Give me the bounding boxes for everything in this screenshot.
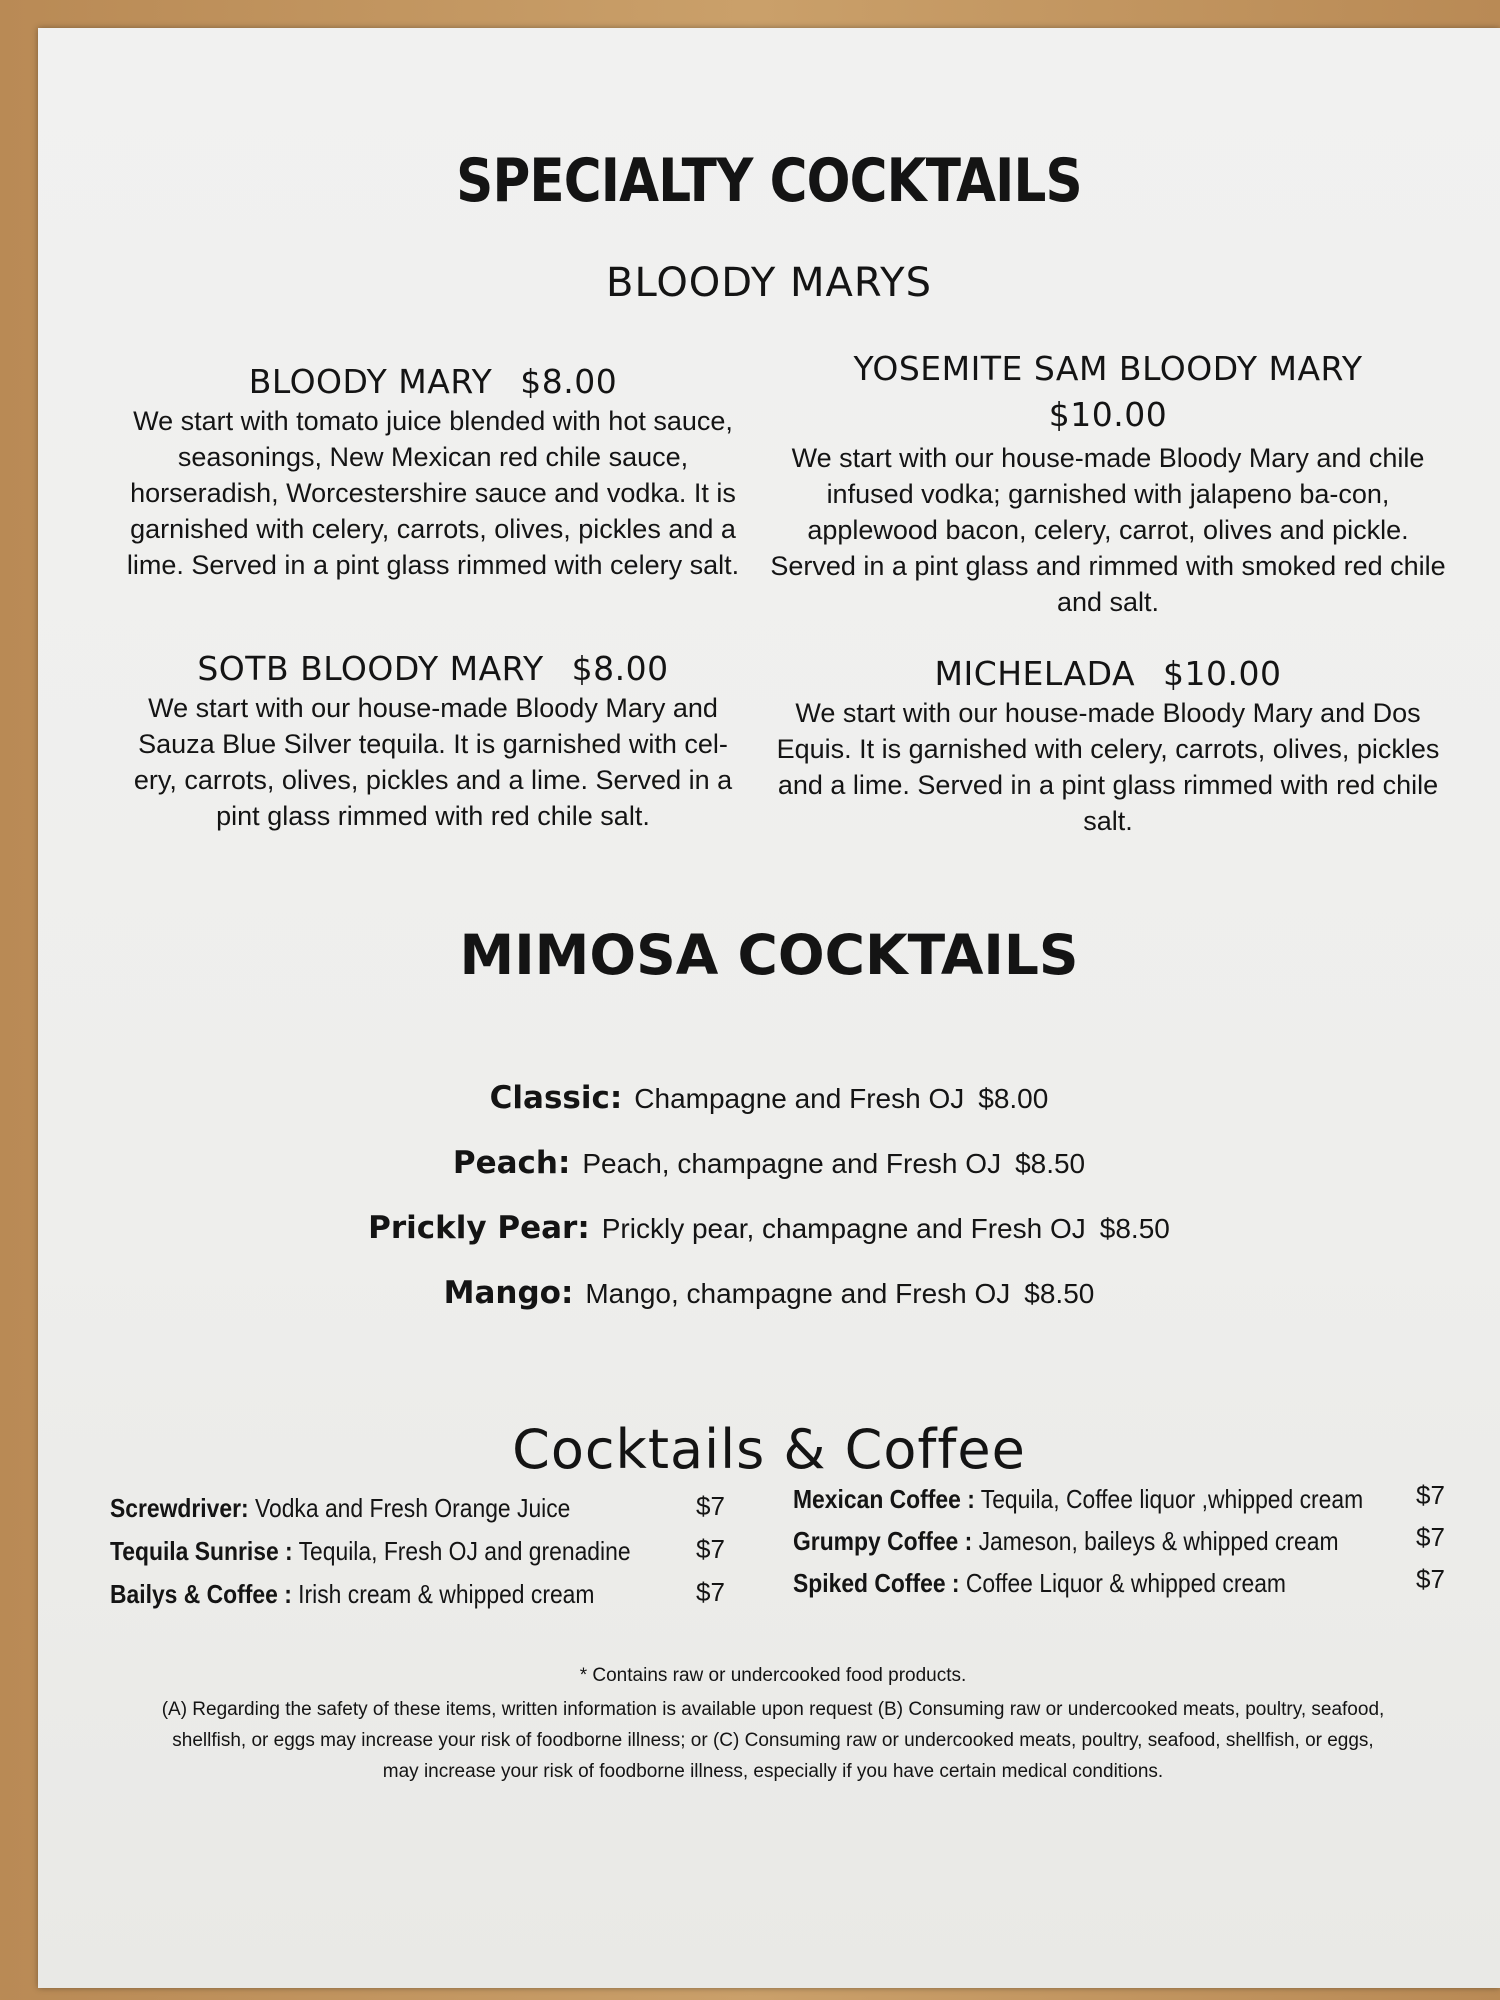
item-price: $10.00 xyxy=(1048,395,1168,434)
mimosa-price: $8.00 xyxy=(978,1083,1049,1114)
item-description: We start with our house-made Bloody Mary and Dos Equis. It is garnished with celery, carrots, olives, pickles and a lime. Served in a pint glass rimmed with red chile salt. xyxy=(776,698,1440,836)
menu-page xyxy=(38,28,1500,1988)
item-price: $8.00 xyxy=(520,362,618,401)
mimosa-price: $8.50 xyxy=(1015,1148,1086,1179)
mimosa-name: Peach: xyxy=(452,1145,571,1181)
mimosa-description: Prickly pear, champagne and Fresh OJ xyxy=(601,1213,1086,1244)
coffee-price: $7 xyxy=(1416,1564,1445,1594)
mimosa-item xyxy=(38,1080,1500,1116)
coffee-description: Coffee Liquor & whipped cream xyxy=(959,1568,1286,1598)
coffee-description: Jameson, baileys & whipped cream xyxy=(972,1526,1339,1556)
cocktail-price: $7 xyxy=(696,1534,725,1564)
item-name: YOSEMITE SAM BLOODY MARY xyxy=(853,349,1363,388)
cocktail-item xyxy=(110,1536,631,1567)
coffee-item xyxy=(793,1484,1363,1515)
cocktail-name: Tequila Sunrise : xyxy=(110,1536,293,1566)
menu-item-bloody-mary xyxy=(118,361,748,583)
coffee-name: Mexican Coffee : xyxy=(793,1484,975,1514)
menu-item-michelada xyxy=(768,653,1448,839)
coffee-name: Spiked Coffee : xyxy=(793,1568,960,1598)
item-name: MICHELADA xyxy=(934,654,1136,693)
raw-food-notice: * Contains raw or undercooked food products. xyxy=(579,1665,967,1686)
mimosa-name: Classic: xyxy=(489,1080,623,1116)
coffee-item xyxy=(793,1568,1286,1599)
cocktail-description: Vodka and Fresh Orange Juice xyxy=(248,1493,571,1523)
item-name: SOTB BLOODY MARY xyxy=(197,649,544,688)
cocktail-price: $7 xyxy=(696,1577,725,1607)
cocktail-name: Bailys & Coffee : xyxy=(110,1579,292,1609)
cocktail-item xyxy=(110,1579,594,1610)
item-description: We start with our house-made Bloody Mary and Sauza Blue Silver tequila. It is garnished with cel-ery, carrots, olives, pickles and a lime. Served in a pint glass rimmed with red chile salt. xyxy=(133,693,733,831)
mimosa-item xyxy=(38,1275,1500,1311)
coffee-name: Grumpy Coffee : xyxy=(793,1526,973,1556)
cocktail-description: Irish cream & whipped cream xyxy=(291,1579,595,1609)
mimosa-price: $8.50 xyxy=(1099,1213,1170,1244)
item-name: BLOODY MARY xyxy=(248,362,493,401)
mimosa-name: Mango: xyxy=(443,1275,574,1311)
coffee-description: Tequila, Coffee liquor ,whipped cream xyxy=(974,1484,1364,1514)
item-description: We start with tomato juice blended with hot sauce, seasonings, New Mexican red chile sauce, horseradish, Worcestershire sauce and vodka. It is garnished with celery, carrots, olives, pickles and a lime. Served in a pint glass rimmed with celery salt. xyxy=(126,406,740,580)
coffee-item xyxy=(793,1526,1339,1557)
menu-title: SPECIALTY COCKTAILS xyxy=(456,146,1082,216)
cocktails-coffee-heading: Cocktails & Coffee xyxy=(512,1418,1026,1481)
coffee-price: $7 xyxy=(1416,1522,1445,1552)
mimosa-item xyxy=(38,1145,1500,1181)
food-safety-disclaimer-line-1: (A) Regarding the safety of these items, written information is available upon request (B) Consuming raw or undercooked meats, poultry, seafood, xyxy=(161,1699,1385,1720)
food-safety-disclaimer-line-3: may increase your risk of foodborne illness, especially if you have certain medical conditions. xyxy=(382,1761,1164,1782)
cocktail-name: Screwdriver: xyxy=(110,1493,249,1523)
item-header xyxy=(768,653,1448,695)
item-price: $10.00 xyxy=(1163,654,1282,693)
cocktail-item xyxy=(110,1493,570,1524)
mimosa-item xyxy=(38,1210,1500,1246)
item-header xyxy=(118,648,748,690)
bloody-marys-heading: BLOODY MARYS xyxy=(606,260,932,306)
mimosa-description: Mango, champagne and Fresh OJ xyxy=(585,1278,1011,1309)
mimosa-description: Champagne and Fresh OJ xyxy=(634,1083,965,1114)
menu-item-sotb-bloody-mary xyxy=(118,648,748,834)
mimosa-description: Peach, champagne and Fresh OJ xyxy=(582,1148,1002,1179)
item-description: We start with our house-made Bloody Mary and chile infused vodka; garnished with jalapeno ba-con, applewood bacon, celery, carrot, olives and pickle. Served in a pint glass and rimmed with smoked red chile and salt. xyxy=(770,443,1446,617)
cocktail-description: Tequila, Fresh OJ and grenadine xyxy=(292,1536,631,1566)
menu-item-yosemite-sam xyxy=(768,348,1448,620)
mimosa-heading: MIMOSA COCKTAILS xyxy=(459,923,1079,987)
food-safety-disclaimer-line-2: shellfish, or eggs may increase your risk of foodborne illness; or (C) Consuming raw or undercooked meats, poultry, seafood, shellfish, or eggs, xyxy=(172,1730,1374,1751)
item-header xyxy=(118,361,748,403)
mimosa-price: $8.50 xyxy=(1024,1278,1095,1309)
mimosa-name: Prickly Pear: xyxy=(368,1210,590,1246)
cocktail-price: $7 xyxy=(696,1491,725,1521)
item-price: $8.00 xyxy=(571,649,669,688)
coffee-price: $7 xyxy=(1416,1480,1445,1510)
